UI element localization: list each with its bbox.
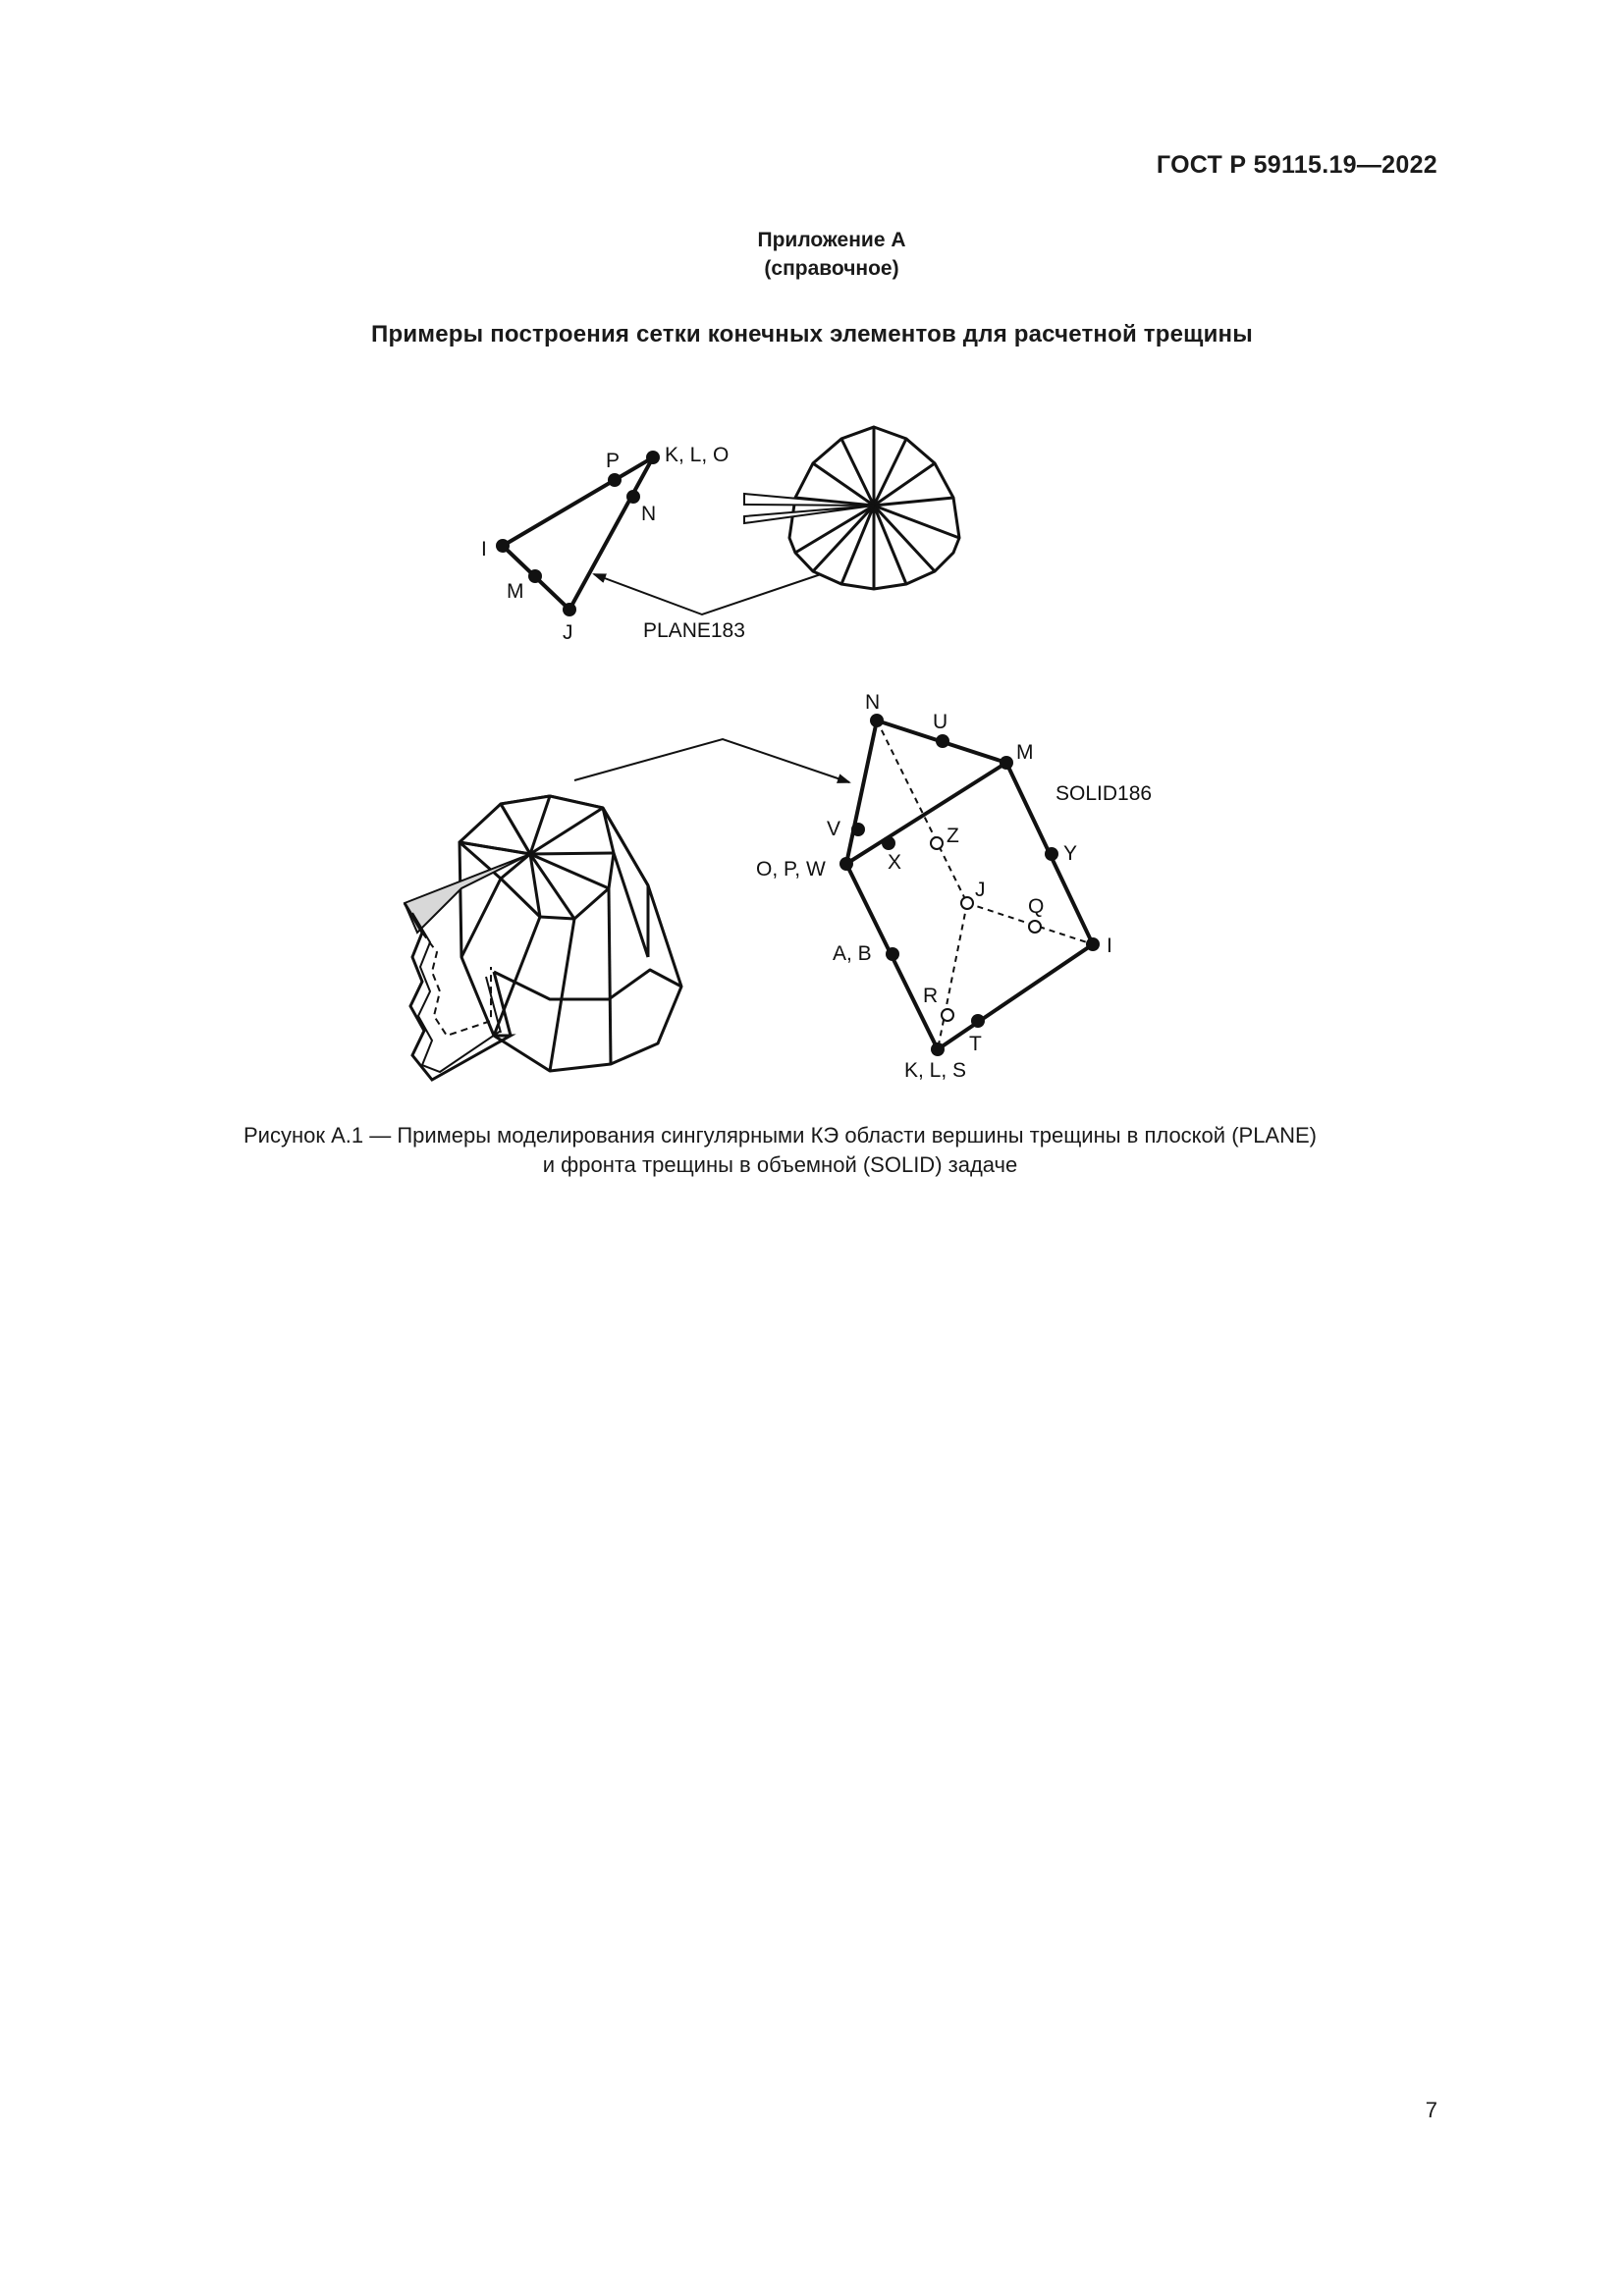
node-klo <box>646 451 660 464</box>
node-m <box>1000 756 1013 770</box>
label-p: P <box>606 450 621 472</box>
node-y <box>1045 847 1058 861</box>
label-v: V <box>827 818 841 840</box>
standard-code: ГОСТ Р 59115.19—2022 <box>1156 151 1437 179</box>
node-ab <box>886 947 899 961</box>
label-solid186: SOLID186 <box>1056 782 1153 805</box>
node-j <box>563 603 576 616</box>
label-j: J <box>975 879 986 901</box>
node-i <box>496 539 510 553</box>
node-v <box>851 823 865 836</box>
label-q: Q <box>1028 895 1045 918</box>
label-u: U <box>933 711 948 733</box>
node-j <box>961 897 973 909</box>
caption-line-2: и фронта трещины в объемной (SOLID) задаче <box>542 1152 1018 1177</box>
label-n: N <box>641 503 657 525</box>
solid-leader-arrow <box>574 739 849 782</box>
node-q <box>1029 921 1041 933</box>
annex-title: Приложение А <box>757 229 906 251</box>
node-i <box>1086 937 1100 951</box>
circular-singular-mesh <box>789 427 959 589</box>
caption-line-1: Рисунок А.1 — Примеры моделирования сингулярными КЭ области вершины трещины в плоской (PLANE) <box>243 1123 1317 1148</box>
node-kls <box>931 1042 945 1056</box>
label-j: J <box>563 621 573 644</box>
label-t: T <box>969 1033 982 1055</box>
node-n <box>626 490 640 504</box>
node-t <box>971 1014 985 1028</box>
node-u <box>936 734 949 748</box>
node-opw <box>839 857 853 871</box>
label-ab: A, B <box>833 942 872 965</box>
node-m <box>528 569 542 583</box>
label-kls: K, L, S <box>904 1059 967 1082</box>
label-i: I <box>1107 934 1112 957</box>
annex-type: (справочное) <box>764 257 899 280</box>
label-z: Z <box>947 825 959 847</box>
crack-front-3d-model <box>460 796 681 1071</box>
label-r: R <box>923 985 939 1007</box>
figure-caption <box>147 1121 1413 1180</box>
node-x <box>882 836 895 850</box>
node-z <box>931 837 943 849</box>
node-r <box>942 1009 953 1021</box>
page-number: 7 <box>1425 2098 1437 2122</box>
label-n: N <box>865 691 881 714</box>
label-i: I <box>481 538 487 561</box>
label-opw: O, P, W <box>756 858 826 881</box>
section-title: Примеры построения сетки конечных элементов для расчетной трещины <box>371 321 1253 347</box>
node-n <box>870 714 884 727</box>
figure-a1 <box>0 0 1624 1119</box>
solid186-element <box>846 721 1093 1049</box>
label-y: Y <box>1063 842 1078 865</box>
node-p <box>608 473 622 487</box>
label-plane183: PLANE183 <box>643 619 745 642</box>
label-m: M <box>507 580 524 603</box>
label-x: X <box>888 851 902 874</box>
label-m: M <box>1016 741 1034 764</box>
solid186-nodes <box>839 714 1100 1056</box>
plane-leader-arrow <box>594 574 821 614</box>
label-klo: K, L, O <box>665 444 730 466</box>
